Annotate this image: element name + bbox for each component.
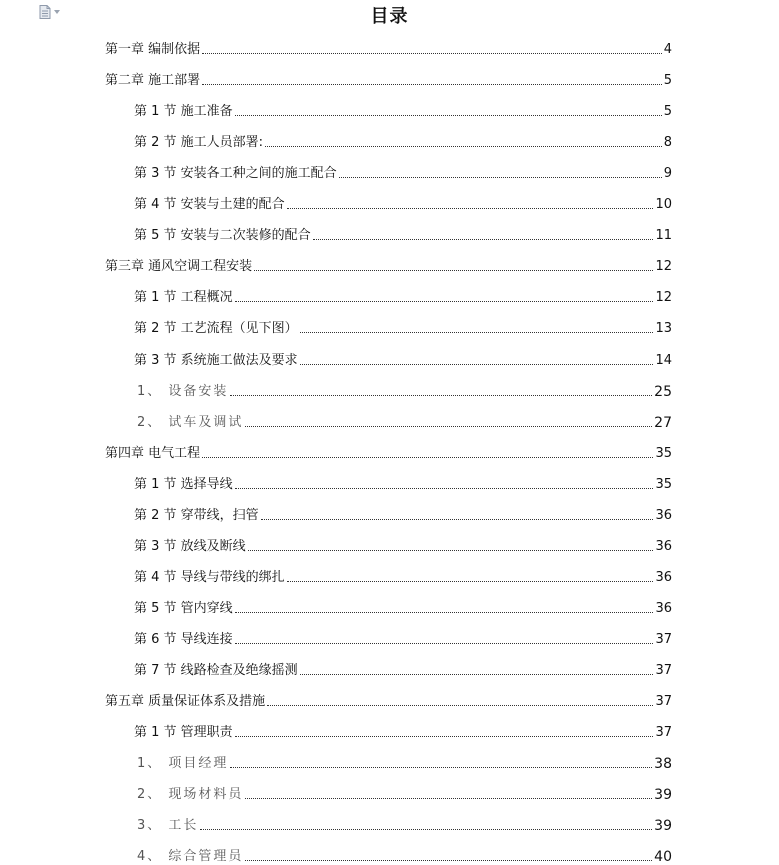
toc-page-number: 36 (655, 601, 672, 616)
toc-entry[interactable] (134, 102, 672, 120)
toc-entry-title: 1、 设备安装 (137, 384, 229, 399)
toc-entry-title: 第 6 节 导线连接 (134, 632, 233, 647)
toc-page-number: 12 (655, 290, 672, 305)
toc-dot-leader (254, 270, 653, 271)
toc-page-number: 36 (655, 570, 672, 585)
toc-page-number: 13 (655, 321, 672, 336)
toc-dot-leader (245, 426, 652, 427)
toc-entry-title: 第 1 节 选择导线 (134, 477, 233, 492)
toc-entry[interactable] (137, 382, 672, 400)
toc-dot-leader (339, 177, 662, 178)
toc-dot-leader (287, 581, 654, 582)
toc-entry-title: 第 1 节 工程概况 (134, 290, 233, 305)
toc-entry-title: 4、 综合管理员 (137, 849, 244, 864)
toc-dot-leader (265, 146, 662, 147)
toc-page-number: 27 (654, 415, 672, 431)
toc-dot-leader (300, 674, 654, 675)
toc-entry[interactable] (105, 71, 672, 89)
toc-page-number: 40 (654, 849, 672, 865)
toc-dot-leader (200, 829, 652, 830)
toc-entry[interactable] (134, 133, 672, 151)
toc-page-number: 36 (655, 539, 672, 554)
toc-page-number: 9 (663, 166, 672, 181)
toc-page-number: 35 (655, 477, 672, 492)
toc-entry[interactable] (134, 288, 672, 306)
toc-dot-leader (287, 208, 654, 209)
toc-entry-title: 3、 工长 (137, 818, 199, 833)
toc-title: 目录 (370, 6, 409, 27)
toc-page-number: 36 (655, 508, 672, 523)
toc-entry-title: 第四章 电气工程 (105, 446, 201, 461)
toc-page-number: 37 (655, 632, 672, 647)
toc-dot-leader (202, 53, 662, 54)
toc-dot-leader (300, 332, 654, 333)
toc-page-number: 10 (655, 197, 672, 212)
toc-page-number: 5 (663, 73, 672, 88)
toc-page-number: 35 (655, 446, 672, 461)
toc-entry[interactable] (134, 630, 672, 648)
toc-dot-leader (300, 364, 654, 365)
toc-entry-title: 第 5 节 管内穿线 (134, 601, 233, 616)
toc-entry-title: 第一章 编制依据 (105, 42, 201, 57)
toc-entry[interactable] (105, 692, 672, 710)
toc-entry-title: 2、 试车及调试 (137, 415, 244, 430)
toc-dot-leader (235, 643, 654, 644)
toc-dot-leader (261, 519, 654, 520)
toc-dot-leader (245, 860, 652, 861)
toc-entry[interactable] (137, 413, 672, 431)
toc-dot-leader (202, 457, 653, 458)
toc-entry[interactable] (134, 226, 672, 244)
toc-page-number: 5 (663, 104, 672, 119)
toc-dot-leader (230, 395, 652, 396)
toc-page-number: 37 (655, 694, 672, 709)
toc-page-number: 37 (655, 663, 672, 678)
toc-page-number: 38 (654, 756, 672, 772)
toc-entry[interactable] (105, 40, 672, 58)
toc-entry-title: 第 2 节 施工人员部署: (134, 135, 264, 150)
toc-entry-title: 1、 项目经理 (137, 756, 229, 771)
toc-entry[interactable] (137, 785, 672, 803)
toc-dot-leader (245, 798, 652, 799)
toc-entry-title: 第 3 节 放线及断线 (134, 539, 246, 554)
toc-entry[interactable] (134, 599, 672, 617)
toc-dot-leader (235, 301, 654, 302)
toc-entry-title: 第 5 节 安装与二次装修的配合 (134, 228, 311, 243)
toc-entry-title: 第三章 通风空调工程安装 (105, 259, 253, 274)
toc-dot-leader (235, 488, 654, 489)
toc-entry-title: 第五章 质量保证体系及措施 (105, 694, 266, 709)
toc-page-number: 39 (654, 818, 672, 834)
toc-entry-title: 第 3 节 安装各工种之间的施工配合 (134, 166, 337, 181)
toc-entry-title: 第二章 施工部署 (105, 73, 201, 88)
toc-entry[interactable] (105, 257, 672, 275)
toc-entry-title: 第 4 节 导线与带线的绑扎 (134, 570, 285, 585)
toc-entry-title: 第 3 节 系统施工做法及要求 (134, 353, 298, 368)
toc-page-number: 37 (655, 725, 672, 740)
toc-entry[interactable] (134, 164, 672, 182)
toc-entry[interactable] (134, 319, 672, 337)
toc-entry[interactable] (134, 537, 672, 555)
toc-entry[interactable] (105, 444, 672, 462)
toc-dot-leader (248, 550, 654, 551)
toc-entry-title: 第 7 节 线路检查及绝缘摇测 (134, 663, 298, 678)
toc-entry[interactable] (134, 351, 672, 369)
toc-entry[interactable] (137, 847, 672, 865)
toc-dot-leader (235, 736, 654, 737)
toc-dot-leader (230, 767, 652, 768)
toc-entry-title: 第 2 节 工艺流程（见下图） (134, 321, 298, 336)
toc-page-number: 11 (655, 228, 672, 243)
toc-entry[interactable] (134, 568, 672, 586)
toc-entry[interactable] (134, 475, 672, 493)
toc-dot-leader (267, 705, 653, 706)
toc-dot-leader (313, 239, 654, 240)
toc-entry-title: 第 2 节 穿带线，扫管 (134, 508, 259, 523)
toc-page-number: 4 (663, 42, 672, 57)
toc-dot-leader (202, 84, 662, 85)
toc-dot-leader (235, 612, 654, 613)
toc-dot-leader (235, 115, 662, 116)
toc-page-number: 8 (663, 135, 672, 150)
toc-page-number: 14 (655, 353, 672, 368)
toc-entry-title: 第 1 节 施工准备 (134, 104, 233, 119)
toc-entry[interactable] (137, 754, 672, 772)
toc-entry[interactable] (137, 816, 672, 834)
toc-entry-title: 第 4 节 安装与土建的配合 (134, 197, 285, 212)
toc-entry[interactable] (134, 195, 672, 213)
toc-page-number: 39 (654, 787, 672, 803)
toc-page-number: 12 (655, 259, 672, 274)
toc-entry-title: 第 1 节 管理职责 (134, 725, 233, 740)
toc-entry[interactable] (134, 661, 672, 679)
toc-entry[interactable] (134, 506, 672, 524)
toc-page-number: 25 (654, 384, 672, 400)
toc-entry[interactable] (134, 723, 672, 741)
toc-entry-title: 2、 现场材料员 (137, 787, 244, 802)
